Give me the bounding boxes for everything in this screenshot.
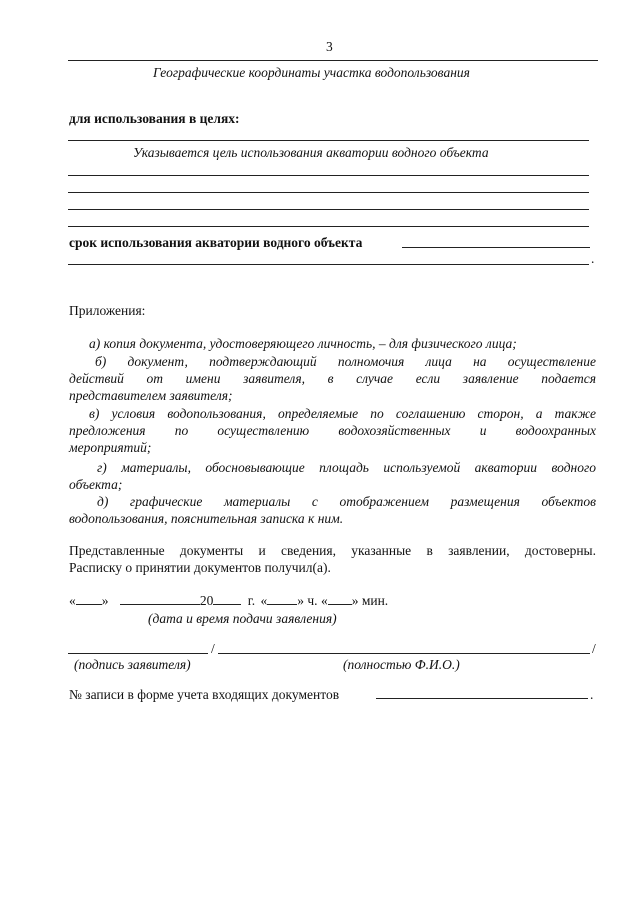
registry-field[interactable] — [376, 698, 588, 699]
day-close-quote: » — [101, 593, 109, 608]
min-close-quote: » — [351, 593, 359, 608]
purpose-rule-2[interactable] — [68, 175, 589, 176]
signature-caption: (подпись заявителя) — [74, 657, 191, 672]
attachment-b-line-3: представителем заявителя; — [69, 387, 233, 403]
attachment-b — [69, 354, 596, 404]
year-field[interactable] — [213, 593, 241, 605]
signature-separator-left: / — [211, 641, 215, 656]
date-caption: (дата и время подачи заявления) — [148, 611, 337, 626]
certification-line-1: Представленные документы и сведения, указанные в заявлении, достоверны. — [69, 543, 596, 558]
attachment-a-line-1: а) копия документа, удостоверяющего личность, – для физического лица; — [89, 336, 517, 351]
attachment-d — [69, 460, 596, 494]
fullname-field[interactable] — [218, 653, 590, 654]
purpose-caption: Указывается цель использования акватории водного объекта — [133, 145, 489, 160]
month-field[interactable] — [120, 593, 200, 605]
attachment-c-line-3: мероприятий; — [69, 439, 152, 455]
day-field[interactable] — [76, 593, 102, 605]
purpose-rule-4[interactable] — [68, 209, 589, 210]
attachment-e-line-1: д) графические материалы с отображением размещения объектов — [97, 494, 596, 509]
certification-line-2: Расписку о принятии документов получил(а). — [69, 560, 331, 575]
registry-label: № записи в форме учета входящих документов — [69, 687, 340, 702]
term-rule-2[interactable] — [68, 264, 589, 265]
attachment-b-line-1: б) документ, подтверждающий полномочия лица на осуществление — [95, 354, 596, 369]
min-suffix: мин. — [361, 593, 389, 608]
attachments-title: Приложения: — [69, 303, 146, 318]
hour-field[interactable] — [267, 593, 297, 605]
attachment-c-line-1: в) условия водопользования, определяемые по соглашению сторон, а также — [89, 406, 596, 421]
purpose-rule-5[interactable] — [68, 226, 589, 227]
year-suffix: г. — [247, 593, 256, 608]
hour-open-quote: « — [260, 593, 268, 608]
min-open-quote: « — [320, 593, 328, 608]
fullname-caption: (полностью Ф.И.О.) — [343, 657, 460, 672]
term-label: срок использования акватории водного объекта — [69, 235, 363, 250]
attachment-b-line-2: действий от имени заявителя, в случае если заявление подается — [69, 370, 596, 386]
purpose-heading: для использования в целях: — [69, 111, 240, 126]
day-open-quote: « — [69, 593, 76, 608]
attachment-a — [69, 336, 596, 353]
date-line — [69, 592, 388, 609]
attachment-d-line-1: г) материалы, обосновывающие площадь используемой акватории водного — [97, 460, 596, 475]
header-rule — [68, 60, 598, 61]
attachment-e-line-2: водопользования, пояснительная записка к ним. — [69, 510, 344, 526]
term-end-dot: . — [591, 251, 595, 266]
attachment-e — [69, 494, 596, 528]
page-number: 3 — [326, 39, 333, 54]
attachment-c-line-2: предложения по осуществлению водохозяйственных и водоохранных — [69, 422, 596, 438]
term-field[interactable] — [402, 247, 590, 248]
attachment-d-line-2: объекта; — [69, 476, 123, 492]
header-caption: Географические координаты участка водопользования — [153, 65, 470, 80]
purpose-rule-3[interactable] — [68, 192, 589, 193]
attachment-c — [69, 406, 596, 456]
signature-field[interactable] — [68, 653, 208, 654]
purpose-rule-1[interactable] — [68, 140, 589, 141]
hour-close-quote: » — [297, 593, 305, 608]
hour-suffix: ч. — [307, 593, 318, 608]
year-prefix: 20 — [199, 593, 214, 608]
minute-field[interactable] — [328, 593, 352, 605]
signature-separator-right: / — [592, 641, 596, 656]
registry-end-dot: . — [590, 687, 594, 702]
